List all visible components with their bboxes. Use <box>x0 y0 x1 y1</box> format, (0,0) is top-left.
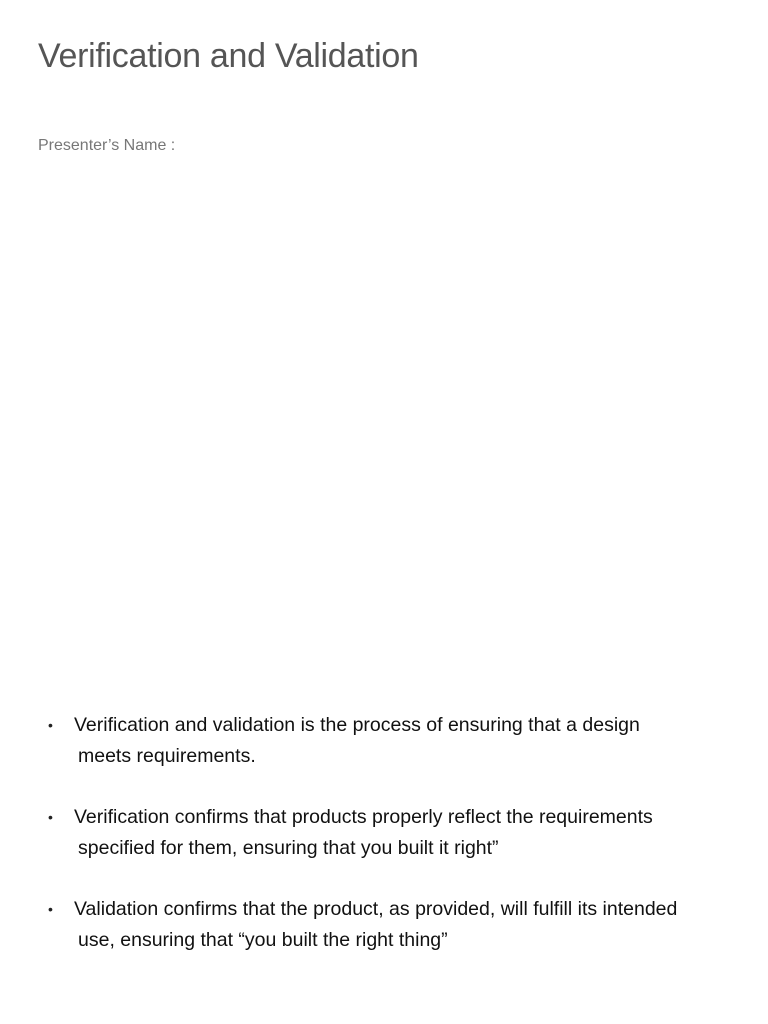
bullet-text-line: Validation confirms that the product, as provided, will fulfill its intended <box>74 898 678 920</box>
bullet-icon: • <box>48 901 53 917</box>
bullet-item <box>48 894 748 956</box>
bullet-text-line: Verification and validation is the process of ensuring that a design <box>74 714 640 736</box>
bullet-icon: • <box>48 809 53 825</box>
bullet-icon: • <box>48 717 53 733</box>
bullet-text-line: specified for them, ensuring that you built it right” <box>78 837 499 859</box>
bullet-text-line: Verification confirms that products properly reflect the requirements <box>74 806 653 828</box>
slide-title: Verification and Validation <box>38 37 419 75</box>
bullet-text-line: use, ensuring that “you built the right thing” <box>78 929 448 951</box>
bullet-text-line: meets requirements. <box>78 745 256 767</box>
presenter-name-label: Presenter’s Name : <box>38 137 176 154</box>
bullet-item <box>48 710 748 772</box>
bullet-item <box>48 802 748 864</box>
bullet-list <box>48 710 748 986</box>
